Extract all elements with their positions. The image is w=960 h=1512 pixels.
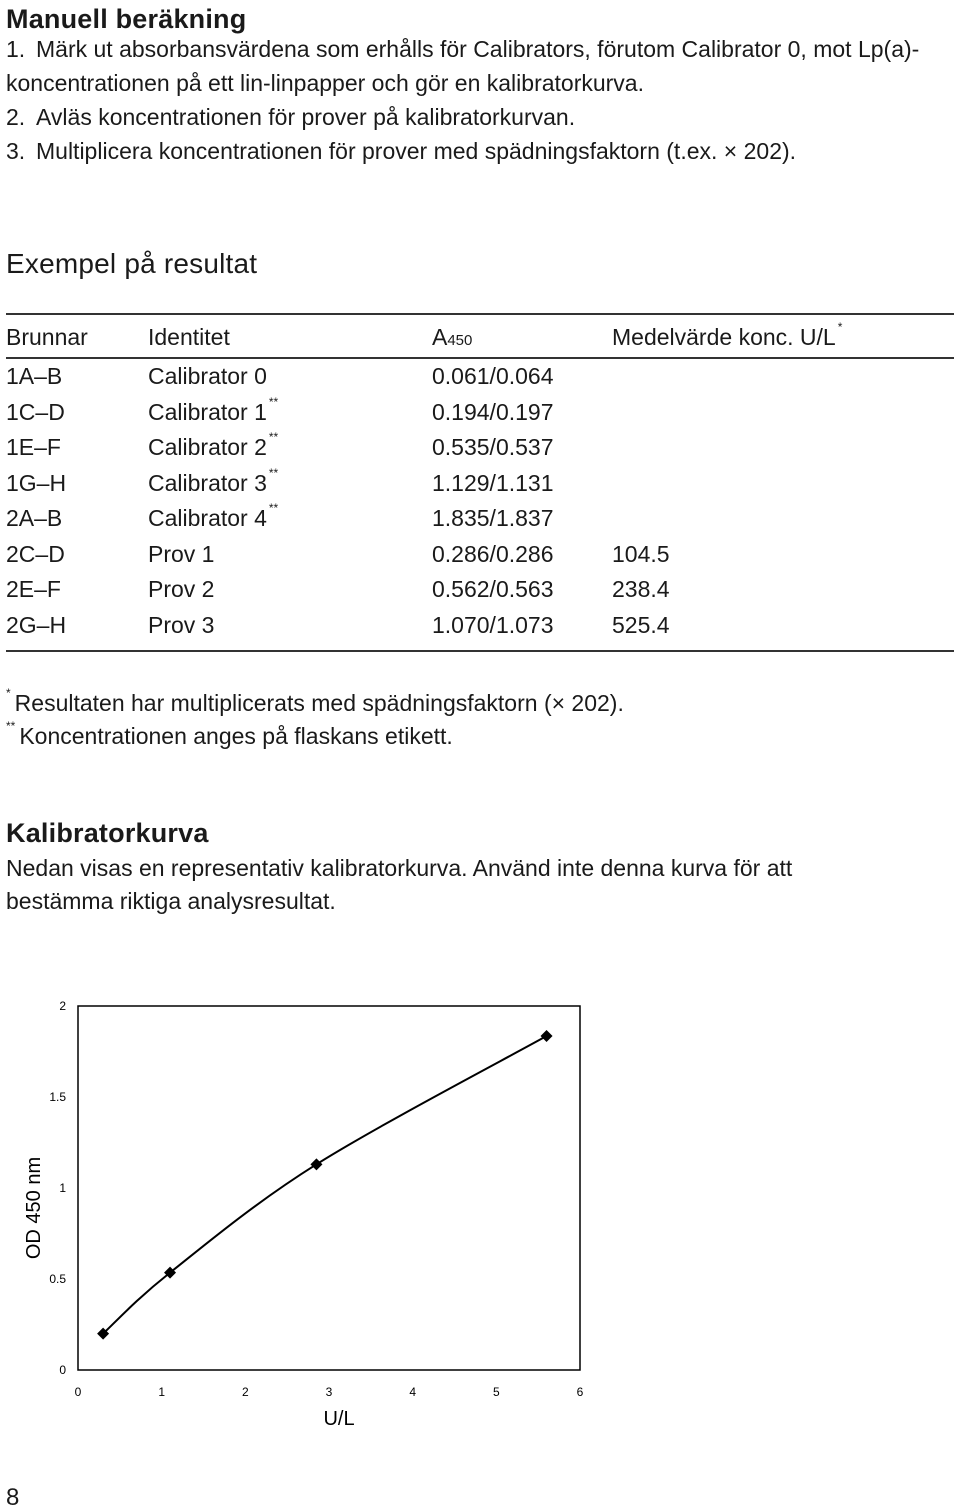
cell-absorbance: 1.070/1.073	[432, 611, 554, 638]
step-text: Märk ut absorbansvärdena som erhålls för Calibrators, förutom Calibrator 0, mot Lp(a)-	[36, 36, 920, 62]
cell-wells: 1E–F	[6, 434, 61, 460]
cell-identity: Calibrator 2 **	[148, 430, 279, 460]
calibration-text-line: bestämma riktiga analysresultat.	[6, 888, 336, 914]
step-number: 3.	[6, 138, 26, 164]
data-point-marker	[541, 1030, 553, 1042]
x-axis-label: U/L	[323, 1408, 355, 1430]
cell-mean-conc: 525.4	[612, 611, 670, 638]
step-text: koncentrationen på ett lin-linpapper och gör en kalibratorkurva.	[6, 70, 644, 96]
table-header-rule	[6, 357, 954, 359]
step-number: 1.	[6, 36, 26, 62]
plot-frame	[78, 1006, 580, 1370]
x-tick-label: 4	[409, 1385, 417, 1399]
manual-step-1-line-1	[6, 36, 919, 63]
cell-mean-conc: 238.4	[612, 576, 670, 602]
y-tick-label: 0	[59, 1363, 66, 1377]
calibration-text-line: Nedan visas en representativ kalibratorkurva. Använd inte denna kurva för att	[6, 855, 793, 881]
x-tick-label: 6	[576, 1385, 584, 1399]
y-axis-label: OD 450 nm	[23, 1156, 45, 1260]
data-point-marker	[310, 1158, 322, 1170]
cell-wells: 2C–D	[6, 540, 65, 567]
y-tick-label: 0.5	[49, 1272, 66, 1286]
y-tick-label: 1	[59, 1181, 66, 1195]
manual-step-2-line-1	[6, 104, 575, 131]
step-number: 2.	[6, 104, 26, 130]
cell-wells: 2E–F	[6, 576, 61, 602]
cell-absorbance: 0.061/0.064	[432, 363, 554, 389]
cell-identity: Calibrator 0	[148, 363, 267, 389]
cell-absorbance: 1.129/1.131	[432, 469, 554, 496]
results-title: Exempel på resultat	[6, 248, 258, 279]
table-top-rule	[6, 313, 954, 315]
step-text: Avläs koncentrationen för prover på kalibratorkurvan.	[36, 104, 576, 130]
page-number: 8	[6, 1484, 20, 1511]
x-tick-label: 2	[241, 1385, 249, 1399]
series-line	[103, 1036, 546, 1334]
cell-absorbance: 0.194/0.197	[432, 398, 554, 425]
y-tick-label: 2	[59, 999, 66, 1013]
cell-identity: Prov 1	[148, 540, 215, 567]
x-tick-label: 0	[74, 1385, 82, 1399]
cell-identity: Calibrator 4 **	[148, 501, 279, 531]
cell-wells: 1G–H	[6, 469, 67, 496]
x-tick-label: 5	[492, 1385, 500, 1399]
calibration-chart	[0, 990, 640, 1430]
step-text: Multiplicera koncentrationen för prover med spädningsfaktorn (t.ex. × 202).	[36, 138, 797, 164]
cell-identity: Calibrator 1 **	[148, 394, 279, 425]
cell-wells: 1A–B	[6, 363, 63, 389]
cell-wells: 2G–H	[6, 611, 67, 638]
cell-absorbance: 1.835/1.837	[432, 505, 554, 531]
cell-identity: Prov 3	[148, 611, 215, 638]
cell-absorbance: 0.535/0.537	[432, 434, 554, 460]
manual-title: Manuell beräkning	[6, 4, 247, 34]
footnote: * Resultaten har multiplicerats med spädningsfaktorn (× 202).	[6, 686, 624, 716]
footnote: ** Koncentrationen anges på flaskans etikett.	[6, 719, 453, 749]
cell-identity: Calibrator 3 **	[148, 465, 279, 496]
manual-step-1-line-2	[6, 70, 644, 97]
header-mean-conc: Medelvärde konc. U/L *	[612, 320, 843, 350]
cell-identity: Prov 2	[148, 576, 215, 602]
cell-mean-conc: 104.5	[612, 540, 670, 567]
header-identity: Identitet	[148, 324, 230, 350]
manual-step-3-line-1	[6, 138, 796, 165]
header-absorbance: A450	[432, 324, 473, 350]
cell-wells: 2A–B	[6, 505, 63, 531]
y-tick-label: 1.5	[49, 1090, 66, 1104]
cell-wells: 1C–D	[6, 398, 65, 425]
table-bottom-rule	[6, 650, 954, 652]
calibration-title: Kalibratorkurva	[6, 818, 209, 848]
cell-absorbance: 0.562/0.563	[432, 576, 554, 602]
header-wells: Brunnar	[6, 324, 88, 350]
x-tick-label: 3	[325, 1385, 333, 1399]
x-tick-label: 1	[158, 1385, 166, 1399]
cell-absorbance: 0.286/0.286	[432, 540, 554, 567]
